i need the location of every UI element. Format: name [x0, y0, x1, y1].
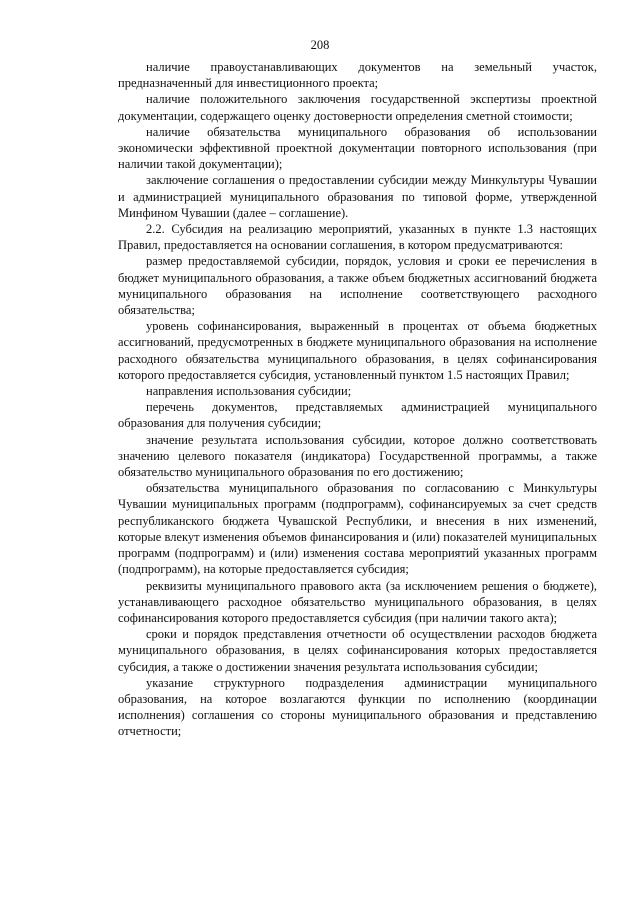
page-number: 208: [310, 38, 330, 52]
paragraph: значение результата использования субсидии, которое должно соответствовать значению целевого показателя (индикатора) Государственной программы, а также обязательство муниципального образования по его достижению;: [118, 432, 597, 480]
paragraph: наличие обязательства муниципального образования об использовании экономически эффективной проектной документации повторного использования (при наличии такой документации);: [118, 124, 597, 172]
paragraph: наличие положительного заключения государственной экспертизы проектной документации, содержащего оценку достоверности определения сметной стоимости;: [118, 92, 597, 123]
paragraph: указание структурного подразделения администрации муниципального образования, на которое возлагаются функции по исполнению (координации исполнения) соглашения со стороны муниципального образования и представлению отчетности;: [118, 675, 597, 739]
paragraph: перечень документов, представляемых администрацией муниципального образования для получения субсидии;: [118, 400, 597, 431]
paragraph: обязательства муниципального образования по согласованию с Минкультуры Чувашии муниципальных программ (подпрограмм), софинансируемых за счет средств республиканского бюджета Чувашской Республики, и внесения в них изменений, которые влекут изменения объемов финансирования и (или) показателей муниципальных программ (подпрограмм) и (или) изменения состава мероприятий указанных программ (подпрограмм), на которые предоставляется субсидия;: [118, 481, 597, 577]
paragraph: направления использования субсидии;: [146, 384, 352, 399]
paragraph-section-2-2: 2.2. Субсидия на реализацию мероприятий, указанных в пункте 1.3 настоящих Правил, предоставляется на основании соглашения, в котором предусматриваются:: [118, 222, 597, 253]
paragraph: размер предоставляемой субсидии, порядок, условия и сроки ее перечисления в бюджет муниципального образования, а также объем бюджетных ассигнований бюджета муниципального образования на исполнение соответствующего расходного обязательства;: [118, 254, 597, 318]
paragraph: наличие правоустанавливающих документов на земельный участок, предназначенный для инвестиционного проекта;: [118, 60, 597, 91]
document-body: [118, 59, 597, 740]
paragraph: сроки и порядок представления отчетности об осуществлении расходов бюджета муниципального образования, в целях софинансирования которых предоставляется субсидия, а также о достижении значения результата использования субсидии;: [118, 627, 597, 674]
paragraph: заключение соглашения о предоставлении субсидии между Минкультуры Чувашии и администрацией муниципального образования по типовой форме, утвержденной Минфином Чувашии (далее – соглашение).: [118, 173, 597, 220]
paragraph: уровень софинансирования, выраженный в процентах от объема бюджетных ассигнований, предусмотренных в бюджете муниципального образования на исполнение расходного обязательства муниципального образования, в целях софинансирования которого предоставляется субсидия, установленный пунктом 1.5 настоящих Правил;: [118, 319, 597, 382]
paragraph: реквизиты муниципального правового акта (за исключением решения о бюджете), устанавливающего расходное обязательство муниципального образования, в целях софинансирования которого предоставляется субсидия (при наличии такого акта);: [118, 578, 597, 625]
